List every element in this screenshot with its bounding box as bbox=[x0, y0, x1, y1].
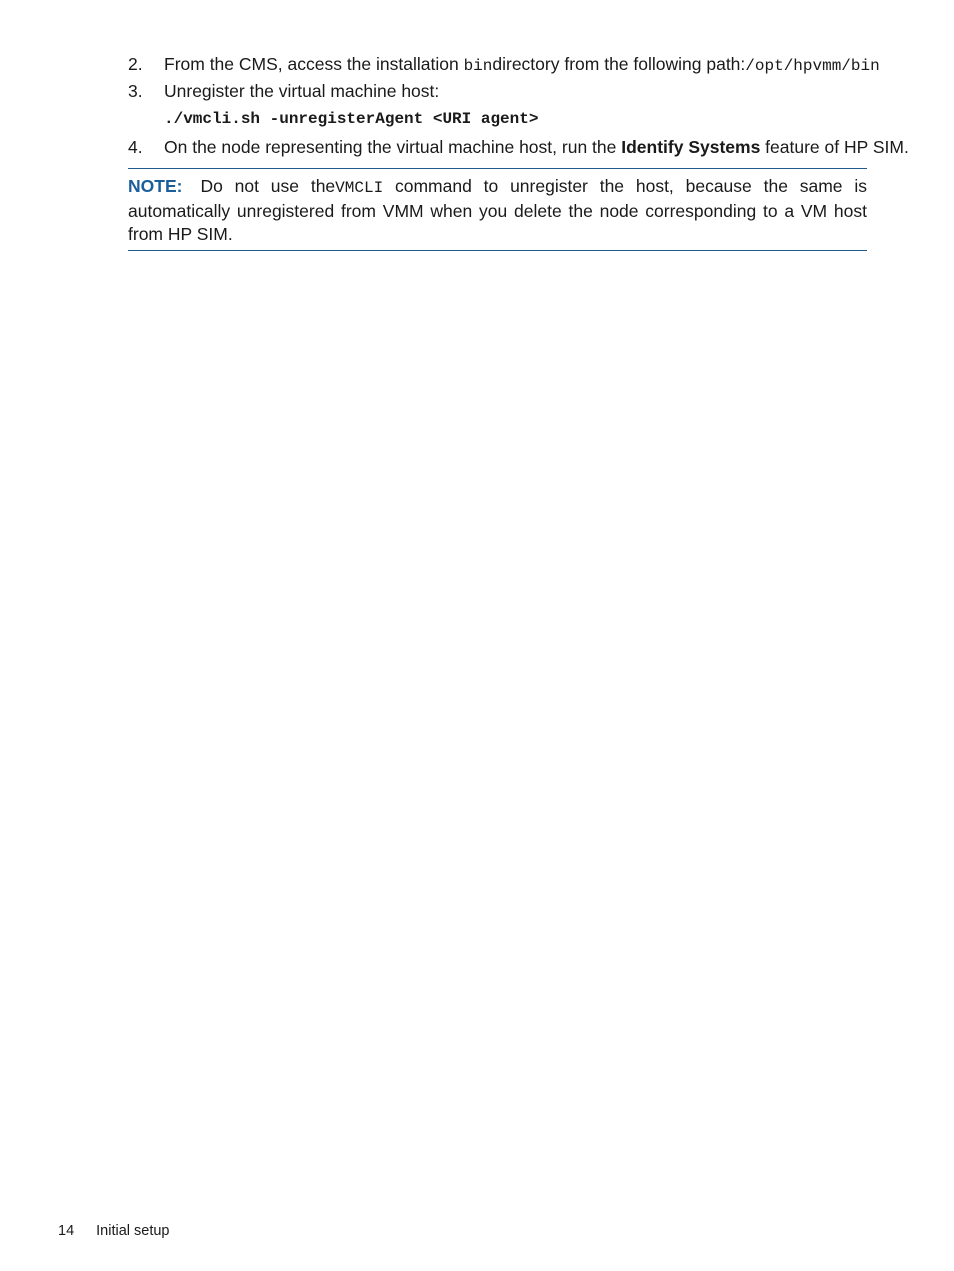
note-text: Do not use the bbox=[200, 176, 336, 196]
inline-code-bin: bin bbox=[463, 57, 493, 75]
step-text: directory from the following path: bbox=[492, 54, 746, 74]
step-number: 2. bbox=[128, 54, 143, 74]
inline-code-vmcli: VMCLI bbox=[335, 179, 384, 197]
inline-code-path: /opt/hpvmm/bin bbox=[745, 57, 880, 75]
ui-term-identify-systems: Identify Systems bbox=[621, 137, 761, 157]
footer-section-title: Initial setup bbox=[96, 1223, 170, 1239]
note-box bbox=[128, 168, 867, 251]
step-4 bbox=[128, 135, 909, 160]
command-code-block: ./vmcli.sh -unregisterAgent <URI agent> bbox=[164, 110, 539, 128]
step-text: From the CMS, access the installation bbox=[164, 54, 464, 74]
page-number: 14 bbox=[58, 1223, 75, 1239]
step-text: Unregister the virtual machine host: bbox=[164, 81, 440, 101]
note-label: NOTE: bbox=[128, 176, 183, 196]
page-content bbox=[128, 52, 909, 251]
step-text: feature of HP SIM. bbox=[760, 137, 909, 157]
step-3 bbox=[128, 79, 867, 104]
step-2 bbox=[128, 52, 880, 79]
page-footer bbox=[58, 1221, 170, 1241]
step-number: 4. bbox=[128, 137, 143, 157]
step-text: On the node representing the virtual machine host, run the bbox=[164, 137, 622, 157]
note-text: command to unregister the host, because the same is automatically unregistered from VMM when you delete the node corresponding to a VM host from HP SIM. bbox=[128, 176, 867, 244]
step-number: 3. bbox=[128, 81, 143, 101]
